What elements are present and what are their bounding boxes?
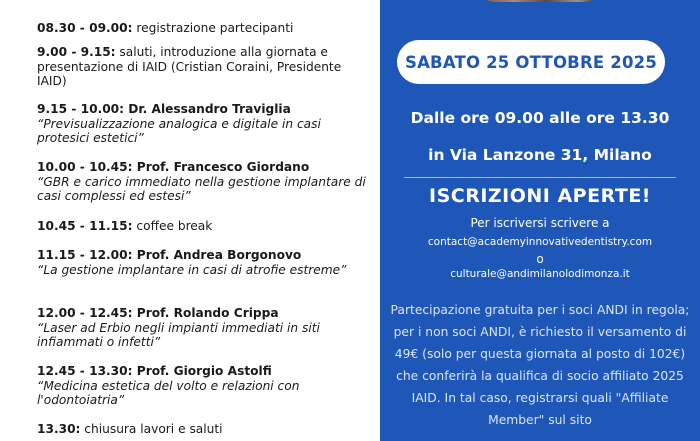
program-item xyxy=(37,160,372,204)
venue-photo xyxy=(477,0,602,2)
program-time: 08.30 - 09.00: xyxy=(37,21,133,35)
info-panel xyxy=(380,0,700,441)
program-text: coffee break xyxy=(132,219,213,233)
program-item xyxy=(37,306,372,350)
program-text: registrazione partecipanti xyxy=(132,21,294,35)
program-text: chiusura lavori e saluti xyxy=(80,422,223,436)
registration-or: o xyxy=(536,252,544,266)
registration-instruction: Per iscriversi scrivere a xyxy=(470,216,610,230)
divider xyxy=(404,177,676,178)
program-time: 9.00 - 9.15: xyxy=(37,45,116,59)
program-item xyxy=(37,102,372,146)
program-text: saluti, introduzione alla giornata e presentazione di IAID (Cristian Coraini, Presidente IAID) xyxy=(37,45,342,88)
event-place: in Via Lanzone 31, Milano xyxy=(428,146,652,164)
program-talk-title: “La gestione implantare in casi di atrofie estreme” xyxy=(37,262,347,277)
program-speaker: 10.00 - 10.45: Prof. Francesco Giordano xyxy=(37,160,310,174)
date-badge xyxy=(397,40,665,84)
participation-info: Partecipazione gratuita per i soci ANDI in regola; per i non soci ANDI, è richiesto il versamento di 49€ (solo per questa giornata al posto di 102€) che conferirà la qualifica di socio affiliato 2025 IAID. In tal caso, registrarsi quali "Affiliate Member" sul sito xyxy=(390,303,690,427)
program-talk-title: “Previsualizzazione analogica e digitale in casi protesici estetici” xyxy=(37,116,321,145)
registration-email-2[interactable]: culturale@andimilanolodimonza.it xyxy=(450,268,630,280)
program-item xyxy=(37,422,372,437)
program-talk-title: “Medicina estetica del volto e relazioni con l'odontoiatria” xyxy=(37,378,300,407)
program-item xyxy=(37,21,372,36)
registration-email-1[interactable]: contact@academyinnovativedentistry.com xyxy=(427,236,653,248)
program-speaker: 12.00 - 12.45: Prof. Rolando Crippa xyxy=(37,306,279,320)
event-date: SABATO 25 OTTOBRE 2025 xyxy=(404,52,657,72)
program-time: 13.30: xyxy=(37,422,81,436)
program-item xyxy=(37,248,372,277)
program-item xyxy=(37,219,372,234)
program-speaker: 9.15 - 10.00: Dr. Alessandro Traviglia xyxy=(37,102,291,116)
program-speaker: 11.15 - 12.00: Prof. Andrea Borgonovo xyxy=(37,248,302,262)
program-item xyxy=(37,364,372,408)
event-hours: Dalle ore 09.00 alle ore 13.30 xyxy=(410,109,670,127)
program-time: 10.45 - 11.15: xyxy=(37,219,133,233)
registration-title: ISCRIZIONI APERTE! xyxy=(429,185,651,207)
program-talk-title: “Laser ad Erbio negli impianti immediati in siti infiammati o infetti” xyxy=(37,320,320,349)
program-speaker: 12.45 - 13.30: Prof. Giorgio Astolfi xyxy=(37,364,272,378)
program-item xyxy=(37,45,372,89)
program-talk-title: “GBR e carico immediato nella gestione implantare di casi complessi ed estesi” xyxy=(37,174,366,203)
